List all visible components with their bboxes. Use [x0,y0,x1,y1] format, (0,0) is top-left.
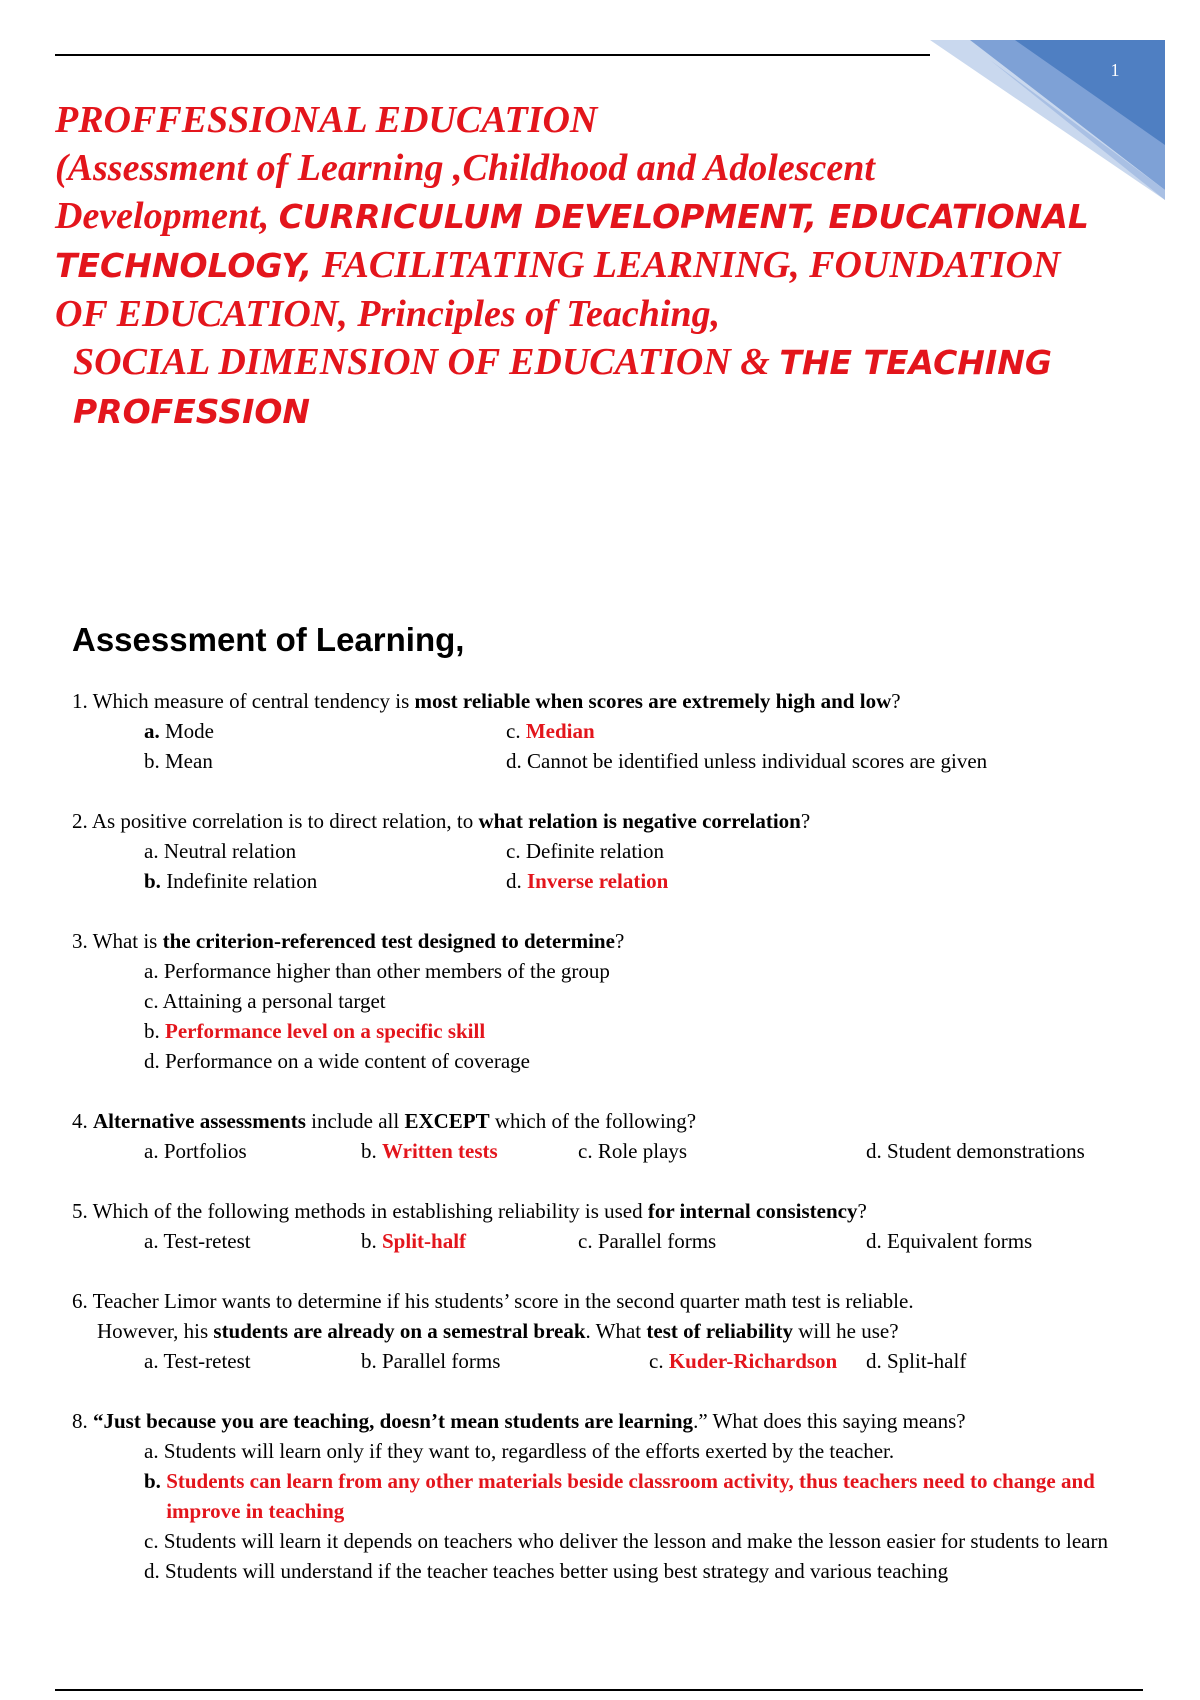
option-label: c. [144,1529,159,1553]
question-6-options [72,1346,1152,1376]
footer-rule [55,1689,1143,1691]
question-number: 8. [72,1409,88,1433]
correct-answer: Written tests [382,1139,498,1163]
stem-end: ? [800,809,811,833]
correct-answer: Split-half [382,1229,467,1253]
option-b [361,1226,578,1256]
option-b [144,1016,1152,1046]
stem-text: Which of the following methods in establishing reliability is used [92,1199,643,1223]
stem-emphasis: Alternative assessments [93,1109,306,1133]
stem-text: include all [311,1109,400,1133]
option-label: b. [361,1139,377,1163]
option-label: a. [144,839,159,863]
option-text: Performance on a wide content of coverage [165,1049,530,1073]
question-3-stem [72,926,1152,956]
option-b: b. Parallel forms [361,1349,501,1373]
question-1-stem [72,686,1152,716]
option-a: a. Test-retest [144,1229,251,1253]
option-label: a. [144,959,159,983]
question-5-options [72,1226,1152,1256]
correct-answer: Kuder-Richardson [668,1349,838,1373]
stem-emphasis: the criterion-referenced test designed to determine [162,929,615,953]
option-b [144,746,506,776]
question-list [72,686,1152,1616]
option-a: a. Portfolios [144,1139,247,1163]
question-3 [72,926,1152,1076]
stem-end: ? [857,1199,867,1223]
option-c [506,716,595,746]
option-label: b. [144,869,161,893]
title-line-3b: CURRICULUM DEVELOPMENT, EDUCATIONAL [278,197,1089,236]
option-label: c. [649,1349,664,1373]
question-1 [72,686,1152,776]
question-number: 5. [72,1199,88,1223]
question-2 [72,806,1152,896]
option-b [361,1136,578,1166]
option-d: d. Split-half [866,1349,967,1373]
correct-answer: Students can learn from any other materials beside classroom activity, thus teachers need to change and improve in teaching [166,1469,1095,1523]
stem-text: Teacher Limor wants to determine if his students’ score in the second quarter math test is reliable. [92,1289,914,1313]
option-label: d. [144,1049,160,1073]
question-1-options [72,716,1152,776]
question-number: 4. [72,1109,88,1133]
question-2-stem [72,806,1152,836]
question-number: 2. [72,809,88,833]
title-line-4b: FACILITATING LEARNING, FOUNDATION [321,244,1061,286]
option-d [506,746,987,776]
option-c [144,986,1152,1016]
document-title [55,96,1135,436]
question-5-stem [72,1196,1152,1226]
option-text: Mean [165,749,213,773]
option-label: b. [361,1229,377,1253]
stem-end: ? [891,689,901,713]
option-a [144,956,1152,986]
stem-emphasis: EXCEPT [404,1109,490,1133]
title-line-1: PROFFESSIONAL EDUCATION [55,99,598,141]
section-heading: Assessment of Learning, [72,621,465,658]
stem-continuation [72,1316,1152,1346]
option-a [144,716,506,746]
page-number: 1 [1110,60,1120,80]
option-text: Definite relation [525,839,665,863]
option-a [144,836,506,866]
option-d [144,1046,1152,1076]
question-6-stem [72,1286,1152,1346]
option-label: c. [506,719,521,743]
option-label: d. [506,749,522,773]
option-c: c. Parallel forms [578,1229,717,1253]
question-3-options [72,956,1152,1076]
option-c [506,836,664,866]
option-c [649,1346,866,1376]
option-label: c. [506,839,521,863]
stem-text: As positive correlation is to direct relation, to [91,809,474,833]
stem-end: will he use? [798,1319,899,1343]
title-line-7: PROFESSION [73,392,311,431]
question-number: 3. [72,929,88,953]
option-a: a. Students will learn only if they want to, regardless of the efforts exerted by the teacher. [144,1439,895,1463]
option-text: Students will learn it depends on teachers who deliver the lesson and make the lesson easier for students to learn [163,1529,1108,1553]
option-d: d. Student demonstrations [866,1139,1085,1163]
correct-answer: Inverse relation [527,869,669,893]
question-5 [72,1196,1152,1256]
question-8-options [72,1436,1152,1586]
option-text: Attaining a personal target [162,989,386,1013]
option-label: d. [144,1559,160,1583]
option-text: Neutral relation [163,839,297,863]
option-text: Indefinite relation [166,869,318,893]
option-text: Performance higher than other members of the group [163,959,610,983]
option-c: c. Role plays [578,1139,688,1163]
title-line-3a: Development, [55,195,270,237]
option-b [144,1466,1152,1526]
option-label: b. [144,749,160,773]
stem-emphasis: for internal consistency [647,1199,858,1223]
option-label: d. [506,869,522,893]
correct-answer: Performance level on a specific skill [165,1019,486,1043]
question-2-options [72,836,1152,896]
question-number: 6. [72,1289,88,1313]
option-d: d. Equivalent forms [866,1229,1033,1253]
title-line-2: (Assessment of Learning ,Childhood and Adolescent [55,147,875,189]
option-c [144,1526,1152,1556]
title-line-6a: SOCIAL DIMENSION OF EDUCATION & [73,341,770,383]
question-8 [72,1406,1152,1586]
stem-text: What is [92,929,158,953]
stem-end: ? [614,929,625,953]
option-label: b. [144,1469,161,1493]
stem-emphasis: “Just because you are teaching, doesn’t mean students are learning [93,1409,694,1433]
question-4-stem [72,1106,1152,1136]
question-number: 1. [72,689,88,713]
stem-emphasis: test of reliability [646,1319,793,1343]
option-a: a. Test-retest [144,1349,251,1373]
header-rule [55,54,930,56]
option-text: Cannot be identified unless individual scores are given [527,749,988,773]
stem-text: . What [585,1319,642,1343]
stem-end: which of the following? [494,1109,697,1133]
option-label: a. [144,719,160,743]
option-label: c. [144,989,159,1013]
title-line-5: OF EDUCATION, Principles of Teaching, [55,293,721,335]
question-8-stem [72,1406,1152,1436]
question-4 [72,1106,1152,1166]
stem-text: However, his [97,1319,209,1343]
option-label: b. [144,1019,160,1043]
question-6 [72,1286,1152,1376]
stem-text: Which measure of central tendency is [92,689,410,713]
option-text: Students will understand if the teacher teaches better using best strategy and various teaching [165,1559,949,1583]
question-4-options [72,1136,1152,1166]
option-d [144,1556,1152,1586]
stem-emphasis: most reliable when scores are extremely high and low [414,689,892,713]
stem-end: .” What does this saying means? [693,1409,966,1433]
option-d [506,866,668,896]
option-b [144,866,506,896]
option-text: Mode [165,719,214,743]
title-line-6b: THE TEACHING [779,343,1052,382]
stem-emphasis: what relation is negative correlation [478,809,801,833]
stem-emphasis: students are already on a semestral break [213,1319,586,1343]
title-line-4a: TECHNOLOGY, [55,246,313,285]
correct-answer: Median [525,719,595,743]
